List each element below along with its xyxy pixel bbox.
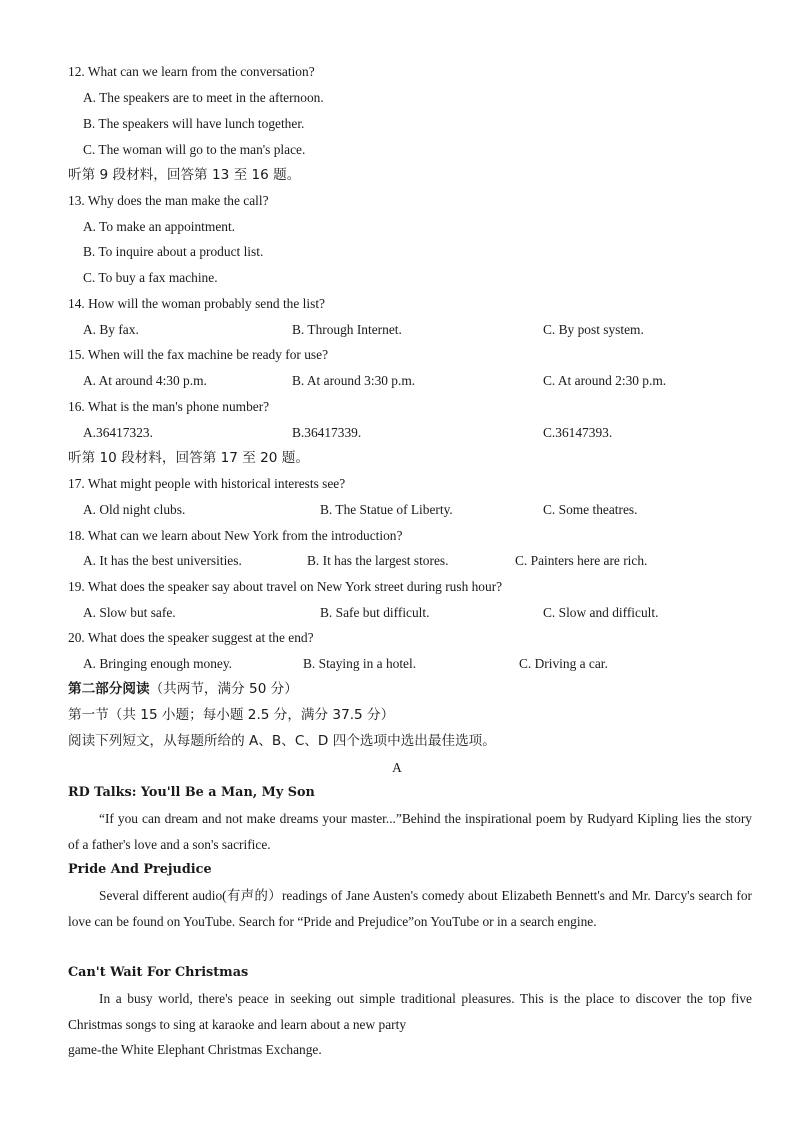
option-14b: B. Through Internet.: [292, 322, 402, 337]
question-20: 20. What does the speaker suggest at the end?: [68, 630, 314, 645]
passage-title-pride: Pride And Prejudice: [68, 862, 212, 877]
option-17c: C. Some theatres.: [543, 502, 638, 517]
passage-paragraph-2: [68, 883, 752, 934]
question-14: 14. How will the woman probably send the list?: [68, 296, 325, 311]
option-18b: B. It has the largest stores.: [307, 553, 449, 568]
paragraph-3-text: In a busy world, there's peace in seeking out simple traditional pleasures. This is the place to discover the top five Christmas songs to sing at karaoke and learn about a new party: [68, 991, 752, 1032]
option-12c: C. The woman will go to the man's place.: [83, 142, 306, 157]
option-14a: A. By fax.: [83, 322, 139, 337]
passage-paragraph-3-end: game-the White Elephant Christmas Exchange.: [68, 1042, 322, 1057]
section-1-heading: 第一节（共 15 小题；每小题 2.5 分，满分 37.5 分）: [68, 707, 395, 723]
option-12a: A. The speakers are to meet in the afternoon.: [83, 90, 324, 105]
option-20c: C. Driving a car.: [519, 656, 608, 671]
option-20b: B. Staying in a hotel.: [303, 656, 417, 671]
option-15a: A. At around 4:30 p.m.: [83, 373, 207, 388]
option-19c: C. Slow and difficult.: [543, 605, 659, 620]
question-19: 19. What does the speaker say about travel on New York street during rush hour?: [68, 579, 503, 594]
option-14c: C. By post system.: [543, 322, 644, 337]
section-9-instruction: 听第 9 段材料，回答第 13 至 16 题。: [68, 167, 301, 183]
option-18a: A. It has the best universities.: [83, 553, 242, 568]
question-15: 15. When will the fax machine be ready for use?: [68, 347, 329, 362]
passage-paragraph-3: [68, 986, 752, 1037]
option-13c: C. To buy a fax machine.: [83, 270, 218, 285]
paragraph-1-text: “If you can dream and not make dreams your master...”Behind the inspirational poem by Rudyard Kipling lies the story of a father's love and a son's sacrifice.: [68, 811, 752, 852]
option-18c: C. Painters here are rich.: [515, 553, 648, 568]
option-20a: A. Bringing enough money.: [83, 656, 233, 671]
option-15b: B. At around 3:30 p.m.: [292, 373, 416, 388]
option-15c: C. At around 2:30 p.m.: [543, 373, 667, 388]
question-12: 12. What can we learn from the conversation?: [68, 64, 315, 79]
option-13b: B. To inquire about a product list.: [83, 244, 264, 259]
section-10-instruction: 听第 10 段材料，回答第 17 至 20 题。: [68, 450, 309, 466]
option-16a: A.36417323.: [83, 425, 153, 440]
option-16b: B.36417339.: [292, 425, 362, 440]
part2-heading-bold: 第二部分阅读: [68, 681, 150, 697]
question-16: 16. What is the man's phone number?: [68, 399, 270, 414]
option-16c: C.36147393.: [543, 425, 613, 440]
option-17a: A. Old night clubs.: [83, 502, 186, 517]
option-12b: B. The speakers will have lunch together.: [83, 116, 305, 131]
option-17b: B. The Statue of Liberty.: [320, 502, 453, 517]
passage-title-rd-talks: RD Talks: You'll Be a Man, My Son: [68, 785, 315, 800]
passage-letter: A: [392, 760, 402, 775]
passage-paragraph-1: [68, 806, 752, 857]
question-18: 18. What can we learn about New York from the introduction?: [68, 528, 403, 543]
question-17: 17. What might people with historical interests see?: [68, 476, 346, 491]
question-13: 13. Why does the man make the call?: [68, 193, 269, 208]
reading-instruction: 阅读下列短文，从每题所给的 A、B、C、D 四个选项中选出最佳选项。: [68, 733, 496, 749]
passage-title-christmas: Can't Wait For Christmas: [68, 965, 249, 980]
option-13a: A. To make an appointment.: [83, 219, 236, 234]
option-19a: A. Slow but safe.: [83, 605, 176, 620]
paragraph-2-text: Several different audio(有声的）readings of Jane Austen's comedy about Elizabeth Bennett's and Mr. Darcy's search for love can be found on YouTube. Search for “Pride and Prejudice”on YouTube or in a search engine.: [68, 888, 752, 929]
option-19b: B. Safe but difficult.: [320, 605, 430, 620]
part2-heading-rest: （共两节，满分 50 分）: [149, 681, 298, 697]
part2-heading: [68, 680, 298, 698]
